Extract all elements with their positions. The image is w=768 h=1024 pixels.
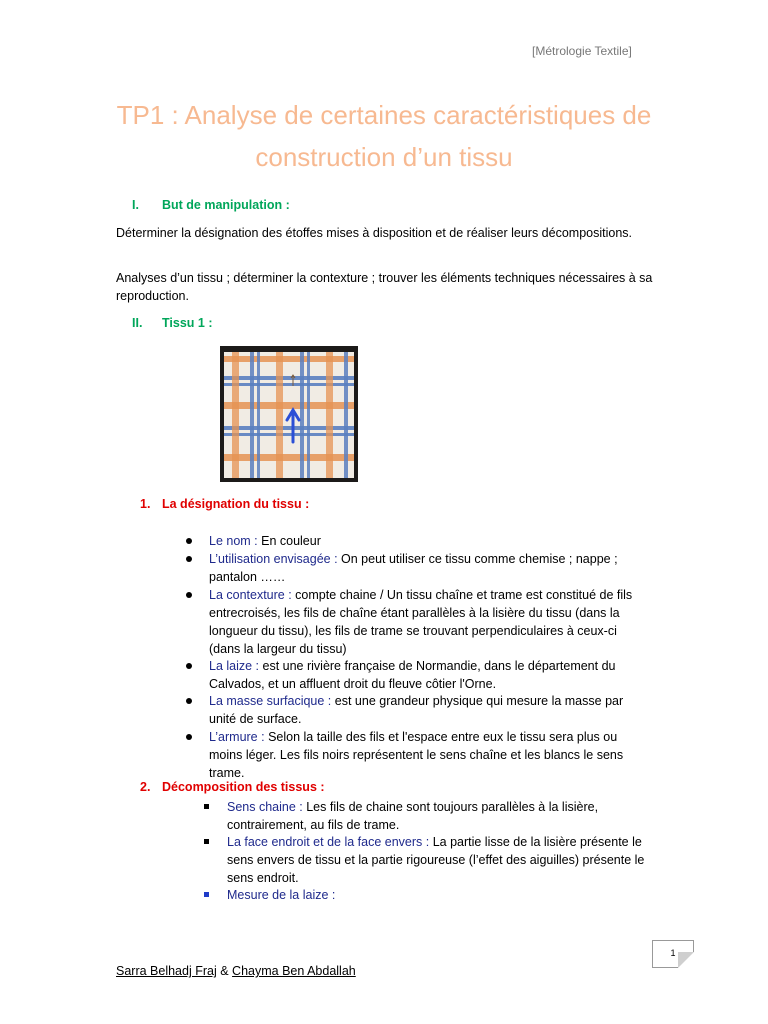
- section-numeral: I.: [132, 198, 139, 212]
- bullet-icon: [186, 734, 192, 740]
- list-item-term: La contexture :: [209, 588, 292, 602]
- list-item-text: [227, 798, 647, 834]
- list-item-term: Le nom :: [209, 534, 258, 548]
- section-numeral: II.: [132, 316, 143, 330]
- fabric-swatch-image: [220, 346, 358, 482]
- list-item-text: [209, 728, 639, 782]
- bullet-icon: [186, 556, 192, 562]
- author-separator: &: [216, 964, 233, 978]
- page-fold-icon: [678, 952, 694, 968]
- subsection-number: 1.: [140, 497, 151, 511]
- section-label: Tissu 1 :: [162, 316, 213, 330]
- list-item-term: La laize :: [209, 659, 260, 673]
- list-item-body: On peut utiliser ce tissu comme chemise ; nappe ; pantalon ……: [209, 552, 618, 584]
- list-item-text: [209, 692, 639, 728]
- bullet-icon: [186, 663, 192, 669]
- page-number: 1: [670, 948, 676, 958]
- list-item-term: Sens chaine :: [227, 800, 303, 814]
- list-item-text: [209, 586, 639, 658]
- list-item-text: [209, 657, 639, 693]
- square-bullet-icon: [204, 804, 209, 809]
- list-item-term: La masse surfacique :: [209, 694, 332, 708]
- list-item-term: L’armure :: [209, 730, 265, 744]
- square-bullet-icon: [204, 839, 209, 844]
- list-item-text: [209, 550, 639, 586]
- page-title: [40, 94, 728, 178]
- bullet-icon: [186, 698, 192, 704]
- list-item-body: En couleur: [257, 534, 321, 548]
- header-tag: [Métrologie Textile]: [532, 44, 632, 58]
- list-item-body: La partie lisse de la lisière présente le sens envers de tissu et la partie rigoureuse (l’effet des aiguilles) présente le sens endroit.: [227, 835, 645, 885]
- paragraph-analysis: Analyses d’un tissu ; déterminer la contexture ; trouver les éléments techniques nécessaires à sa reproduction.: [116, 271, 653, 303]
- list-item-body: est une grandeur physique qui mesure la masse par unité de surface.: [209, 694, 624, 726]
- title-line-2: construction d’un tissu: [255, 142, 513, 172]
- list-item-term: L’utilisation envisagée :: [209, 552, 338, 566]
- bullet-icon: [186, 592, 192, 598]
- bullet-icon: [186, 538, 192, 544]
- title-line-1: TP1 : Analyse de certaines caractéristiques de: [116, 100, 652, 130]
- fabric-photo: [220, 346, 358, 482]
- author-1: Sarra Belhadj Fraj: [116, 964, 217, 978]
- list-item-body: Les fils de chaine sont toujours parallèles à la lisière, contrairement, au fils de trame.: [227, 800, 599, 832]
- list-item-term: Mesure de la laize :: [227, 888, 336, 902]
- list-item-body: est une rivière française de Normandie, dans le département du Calvados, et un affluent droit du fleuve côtier l'Orne.: [209, 659, 616, 691]
- list-item-term: La face endroit et de la face envers :: [227, 835, 430, 849]
- square-bullet-icon: [204, 892, 209, 897]
- footer-authors: [116, 964, 356, 978]
- subsection-number: 2.: [140, 780, 151, 794]
- list-item-text: [227, 886, 647, 904]
- author-2: Chayma Ben Abdallah: [232, 964, 356, 978]
- list-item-body: compte chaine / Un tissu chaîne et trame est constitué de fils entrecroisés, les fils de chaîne étant parallèles à la lisière du tissu (dans la longueur du tissu), les fils de trame se trouvant perpendiculaires à ceux-ci (dans la largeur du tissu): [209, 588, 633, 656]
- section-label: But de manipulation :: [162, 198, 290, 212]
- list-item-text: [227, 833, 647, 887]
- list-item-text: [209, 532, 639, 550]
- page-number-box: [652, 940, 694, 968]
- list-item-body: Selon la taille des fils et l'espace entre eux le tissu sera plus ou moins léger. Les fils noirs représentent le sens chaîne et les blancs le sens trame.: [209, 730, 624, 780]
- subsection-label: Décomposition des tissus :: [162, 780, 325, 794]
- paragraph-objective: Déterminer la désignation des étoffes mises à disposition et de réaliser leurs décompositions.: [116, 226, 633, 240]
- subsection-label: La désignation du tissu :: [162, 497, 310, 511]
